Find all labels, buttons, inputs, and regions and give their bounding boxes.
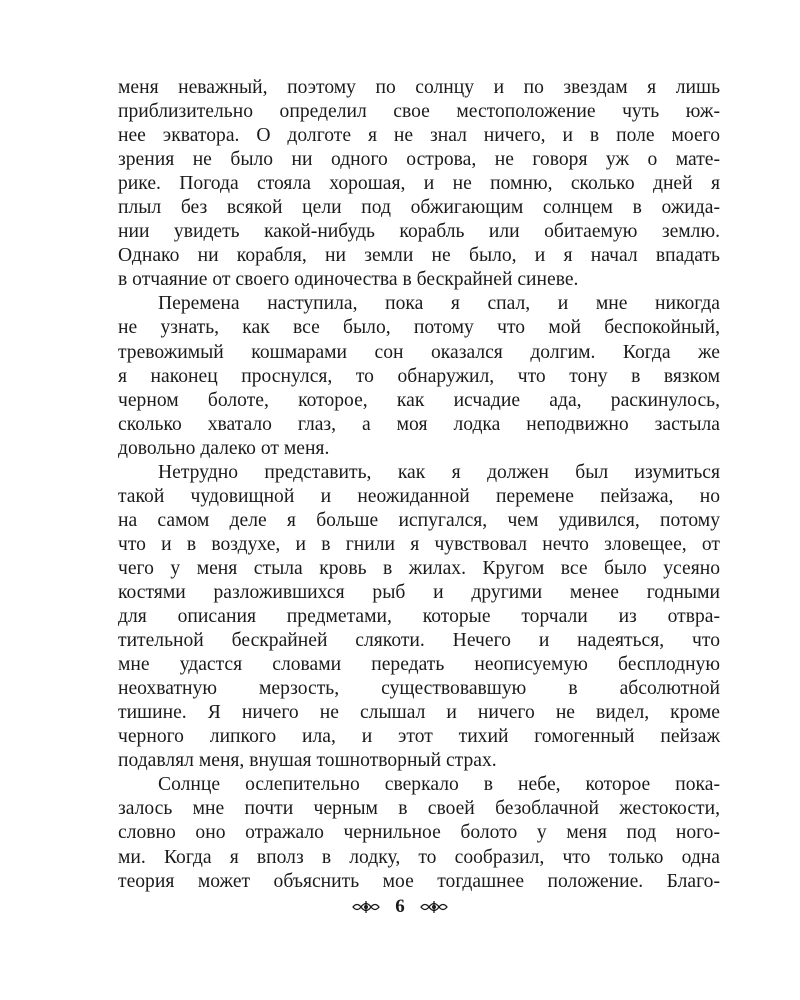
- text-line: такой чудовищной и неожиданной перемене пейзажа, но: [118, 485, 720, 507]
- text-line: теория может объяснить мое тогдашнее положение. Благо-: [118, 870, 720, 892]
- text-line: нее экватора. О долготе я не знал ничего, и в поле моего: [118, 125, 720, 147]
- text-line: Нетрудно представить, как я должен был изумиться: [158, 461, 720, 483]
- floral-ornament-icon: [351, 899, 381, 915]
- text-line: в отчаяние от своего одиночества в бескрайней синеве.: [118, 269, 579, 291]
- text-line: нии увидеть какой-нибудь корабль или обитаемую землю.: [118, 221, 720, 243]
- text-line: не узнать, как все было, потому что мой беспокойный,: [118, 317, 720, 339]
- text-line: я наконец проснулся, то обнаружил, что тону в вязком: [118, 365, 720, 387]
- text-line: зрения не было ни одного острова, не говоря уж о мате-: [118, 149, 720, 171]
- text-line: довольно далеко от меня.: [118, 437, 330, 459]
- text-line: черного липкого ила, и этот тихий гомогенный пейзаж: [118, 726, 720, 748]
- text-line: залось мне почти черным в своей безоблачной жестокости,: [118, 798, 720, 820]
- text-line: рике. Погода стояла хорошая, и не помню, сколько дней я: [118, 173, 720, 195]
- text-line: неохватную мерзость, существовавшую в абсолютной: [118, 678, 720, 700]
- text-line: плыл без всякой цели под обжигающим солнцем в ожида-: [118, 197, 720, 219]
- text-line: Солнце ослепительно сверкало в небе, которое пока-: [158, 774, 720, 796]
- text-line: мне удастся словами передать неописуемую бесплодную: [118, 654, 720, 676]
- page-number: 6: [395, 896, 405, 917]
- text-line: черном болоте, которое, как исчадие ада, раскинулось,: [118, 389, 720, 411]
- floral-ornament-icon: [419, 899, 449, 915]
- text-line: Однако ни корабля, ни земли не было, и я начал впадать: [118, 245, 720, 267]
- text-line: на самом деле я больше испугался, чем удивился, потому: [118, 509, 720, 531]
- text-line: Перемена наступила, пока я спал, и мне никогда: [158, 293, 720, 315]
- text-line: тревожимый кошмарами сон оказался долгим. Когда же: [118, 341, 720, 363]
- page-footer: [0, 893, 800, 921]
- text-line: меня неважный, поэтому по солнцу и по звездам я лишь: [118, 77, 720, 98]
- text-line: тительной бескрайней слякоти. Нечего и надеяться, что: [118, 630, 720, 652]
- text-line: костями разложившихся рыб и другими менее годными: [118, 581, 720, 603]
- text-line: приблизительно определил свое местоположение чуть юж-: [118, 101, 720, 123]
- text-line: ми. Когда я вполз в лодку, то сообразил, что только одна: [118, 846, 720, 868]
- text-line: тишине. Я ничего не слышал и ничего не видел, кроме: [118, 702, 720, 724]
- text-line: словно оно отражало чернильное болото у меня под ного-: [118, 822, 720, 844]
- text-line: чего у меня стыла кровь в жилах. Кругом все было усеяно: [118, 557, 720, 579]
- text-line: сколько хватало глаз, а моя лодка неподвижно застыла: [118, 413, 720, 435]
- page-body-text: [118, 76, 720, 894]
- text-line: что и в воздухе, и в гнили я чувствовал нечто зловещее, от: [118, 533, 720, 555]
- text-line: для описания предметами, которые торчали из отвра-: [118, 606, 720, 628]
- text-line: подавлял меня, внушая тошнотворный страх.: [118, 750, 497, 772]
